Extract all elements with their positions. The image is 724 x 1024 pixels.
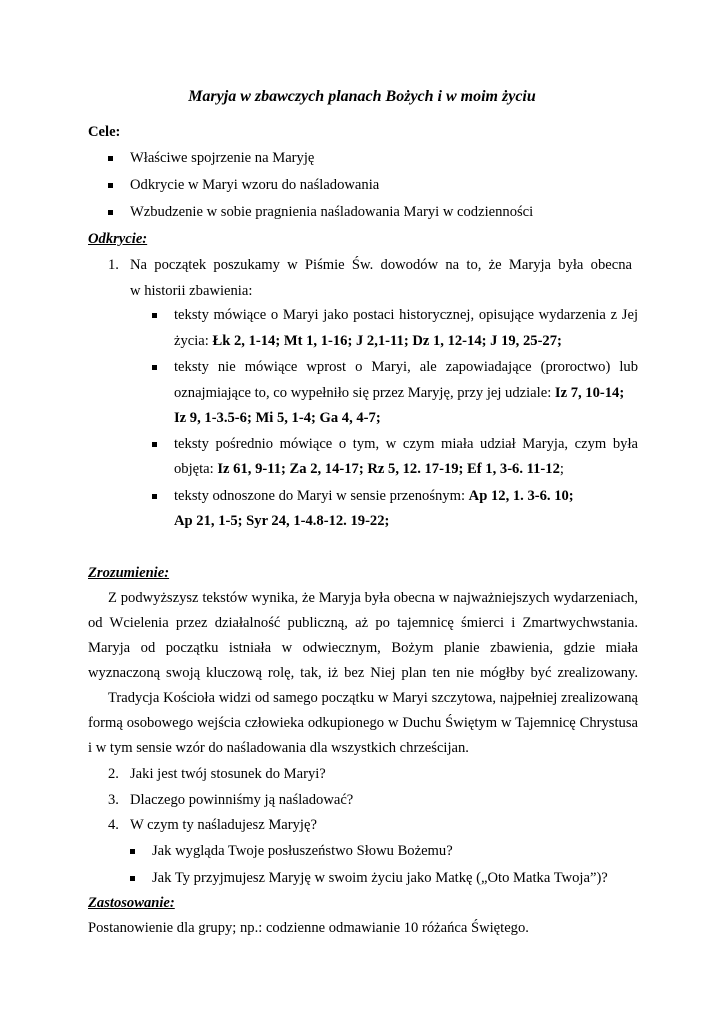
paragraph-line: i w tym sensie wzór do naśladowania dla wszystkich chrześcijan. <box>88 740 469 756</box>
list-number: 4. <box>108 817 119 833</box>
paragraph-line: wyznaczoną swoją kluczową rolę, tak, iż bez Niej plan ten nie mógłby być zrealizowany. <box>88 665 638 681</box>
cele-heading: Cele: <box>88 124 121 140</box>
subitem-line: teksty mówiące o Maryi jako postaci historycznej, opisujące wydarzenia z Jej <box>174 307 638 323</box>
bullet-square-icon <box>108 183 113 188</box>
scripture-refs: Iz 9, 1-3.5-6; Mi 5, 1-4; Ga 4, 4-7; <box>174 410 381 426</box>
subitem-line: objęta: Iz 61, 9-11; Za 2, 14-17; Rz 5, 12. 17-19; Ef 1, 3-6. 11-12; <box>174 461 564 477</box>
bullet-square-icon <box>152 442 157 447</box>
scripture-refs: Łk 2, 1-14; Mt 1, 1-16; J 2,1-11; Dz 1, 12-14; J 19, 25-27; <box>212 333 562 349</box>
odkrycie-item1-line2: w historii zbawienia: <box>130 283 253 299</box>
list-number: 3. <box>108 792 119 808</box>
scripture-refs: Iz 61, 9-11; Za 2, 14-17; Rz 5, 12. 17-19; Ef 1, 3-6. 11-12 <box>217 461 560 477</box>
list-number: 1. <box>108 257 119 273</box>
cele-item: Właściwe spojrzenie na Maryję <box>130 150 315 166</box>
zrozumienie-heading: Zrozumienie: <box>88 565 170 581</box>
scripture-refs: Ap 21, 1-5; Syr 24, 1-4.8-12. 19-22; <box>174 513 390 529</box>
bullet-square-icon <box>108 210 113 215</box>
question-item: Dlaczego powinniśmy ją naśladować? <box>130 792 354 808</box>
subitem-line <box>174 509 389 535</box>
question-item: W czym ty naśladujesz Maryję? <box>130 817 317 833</box>
odkrycie-item1-line1: Na początek poszukamy w Piśmie Św. dowodów na to, że Maryja była obecna <box>130 257 632 273</box>
bullet-square-icon <box>130 876 135 881</box>
subitem-line: życia: Łk 2, 1-14; Mt 1, 1-16; J 2,1-11; Dz 1, 12-14; J 19, 25-27; <box>174 333 562 349</box>
page-title: Maryja w zbawczych planach Bożych i w moim życiu <box>188 88 536 105</box>
bullet-square-icon <box>152 365 157 370</box>
scripture-refs: Iz 7, 10-14; <box>554 385 625 401</box>
bullet-square-icon <box>108 156 113 161</box>
subquestion-item: Jak wygląda Twoje posłuszeństwo Słowu Bożemu? <box>152 843 453 859</box>
paragraph-line: formą osobowego wejścia człowieka odkupionego w Duchu Świętym w Tajemnicę Chrystusa <box>88 715 638 731</box>
paragraph-line: Maryja od początku istniała w odwiecznym, Bożym planie zbawienia, gdzie miała <box>88 640 638 656</box>
subitem-line: teksty pośrednio mówiące o tym, w czym miała udział Maryja, czym była <box>174 436 638 452</box>
question-item: Jaki jest twój stosunek do Maryi? <box>130 766 326 782</box>
cele-item: Odkrycie w Maryi wzoru do naśladowania <box>130 177 380 193</box>
paragraph-line: Tradycja Kościoła widzi od samego początku w Maryi szczytowa, najpełniej zrealizowaną <box>108 690 638 706</box>
bullet-square-icon <box>130 849 135 854</box>
paragraph-line: od Wcielenia przez działalność publiczną, aż po tajemnicę śmierci i Zmartwychwstania. <box>88 615 638 631</box>
list-number: 2. <box>108 766 119 782</box>
subquestion-item: Jak Ty przyjmujesz Maryję w swoim życiu jako Matkę („Oto Matka Twoja”)? <box>152 870 608 886</box>
odkrycie-heading: Odkrycie: <box>88 231 148 247</box>
subitem-line: teksty odnoszone do Maryi w sensie przenośnym: Ap 12, 1. 3-6. 10; <box>174 488 574 504</box>
paragraph-line: Z podwyższysz tekstów wynika, że Maryja była obecna w najważniejszych wydarzeniach, <box>108 590 638 606</box>
zastosowanie-text: Postanowienie dla grupy; np.: codzienne odmawianie 10 różańca Świętego. <box>88 920 529 936</box>
subitem-line: teksty nie mówiące wprost o Maryi, ale zapowiadające (proroctwo) lub <box>174 359 638 375</box>
subitem-line: oznajmiające to, co wypełniło się przez Maryję, przy jej udziale: Iz 7, 10-14; <box>174 385 625 401</box>
bullet-square-icon <box>152 313 157 318</box>
scripture-refs: Ap 12, 1. 3-6. 10; <box>468 488 574 504</box>
subitem-line <box>174 406 381 432</box>
zastosowanie-heading: Zastosowanie: <box>88 895 175 911</box>
cele-item: Wzbudzenie w sobie pragnienia naśladowania Maryi w codzienności <box>130 204 534 220</box>
bullet-square-icon <box>152 494 157 499</box>
